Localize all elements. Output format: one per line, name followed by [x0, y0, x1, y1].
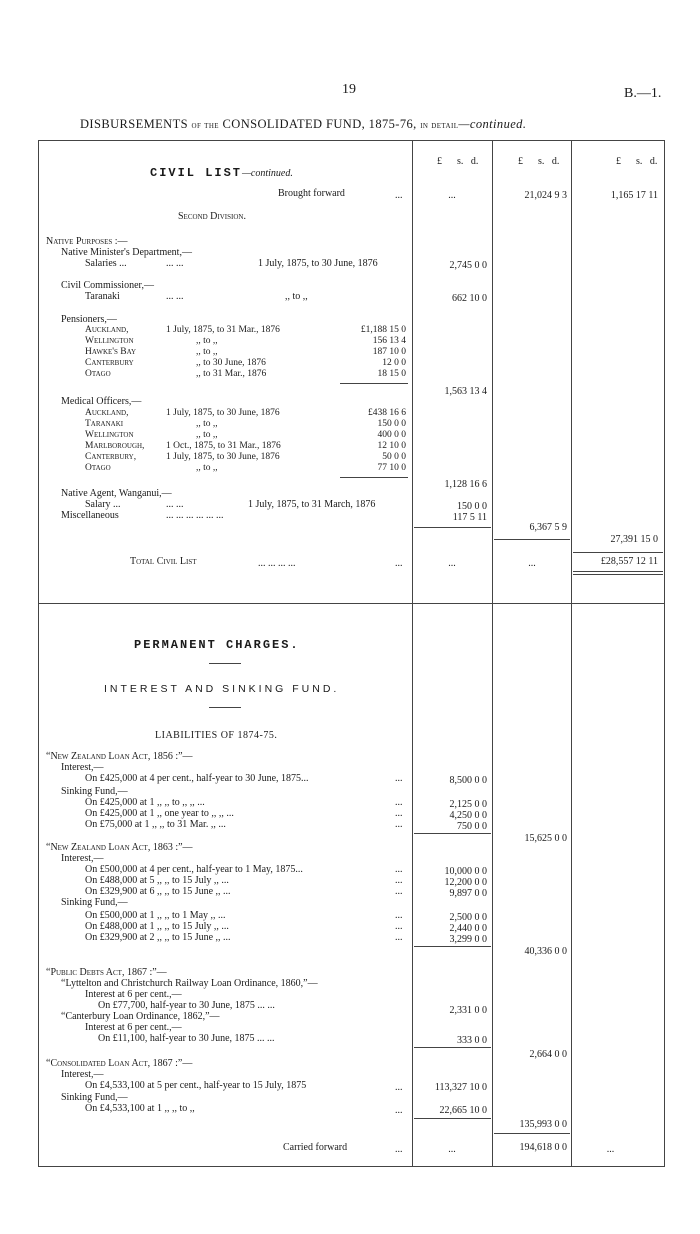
medical-name: Taranaki: [85, 419, 124, 429]
liabilities-heading: LIABILITIES OF 1874-75.: [155, 730, 278, 741]
medical-officers-total: 1,128 16 6: [444, 479, 487, 490]
pension-period: ,, to 30 June, 1876: [196, 358, 266, 368]
nz1863-sinking-amount: 2,500 0 0: [449, 912, 487, 923]
heading-rule: [209, 707, 241, 708]
consolidated-interest-line: On £4,533,100 at 5 per cent., half-year to 15 July, 1875: [85, 1080, 307, 1091]
carried-forward-col1: ...: [448, 1144, 456, 1155]
pension-name: Otago: [85, 369, 111, 379]
medical-name: Marlborough,: [85, 441, 145, 451]
taranaki-period: ,, to ,,: [285, 291, 308, 302]
lyttelton-ordinance-label: “Lyttelton and Christchurch Railway Loan Ordinance, 1860,”—: [61, 978, 318, 989]
leader-dots: ...: [395, 1144, 403, 1155]
salaries-label: Salaries ...: [85, 258, 127, 269]
leader-dots: ...: [395, 875, 403, 886]
carried-forward-col3: ...: [606, 1144, 615, 1155]
medical-period: 1 Oct., 1875, to 31 Mar., 1876: [166, 441, 281, 451]
native-agent-label: Native Agent, Wanganui,—: [61, 488, 172, 499]
medical-name: Auckland,: [85, 408, 129, 418]
subtotal-rule: [340, 477, 408, 478]
leader-dots: ... ... ... ...: [258, 558, 296, 569]
pension-name: Auckland,: [85, 325, 129, 335]
table-left-rule: [38, 140, 39, 1167]
leader-dots: ... ...: [166, 291, 184, 302]
nz-loan-1856-heading: “New Zealand Loan Act, 1856 :”—: [46, 751, 193, 762]
medical-amount: £438 16 6: [368, 408, 406, 418]
brought-forward-col1: ...: [448, 190, 456, 201]
medical-name: Canterbury,: [85, 452, 137, 462]
civil-commissioner-label: Civil Commissioner,—: [61, 280, 154, 291]
salaries-amount: 2,745 0 0: [449, 260, 487, 271]
total-double-rule: [573, 571, 663, 572]
leader-dots: ...: [395, 819, 403, 830]
leader-dots: ... ...: [166, 258, 184, 269]
salaries-period: 1 July, 1875, to 30 June, 1876: [258, 258, 378, 269]
heading-rule: [209, 663, 241, 664]
medical-name: Otago: [85, 463, 111, 473]
medical-period: ,, to ,,: [196, 430, 218, 440]
medical-name: Wellington: [85, 430, 134, 440]
leader-dots: ...: [395, 190, 403, 201]
nz1863-sinking-amount: 3,299 0 0: [449, 934, 487, 945]
subtotal-rule: [414, 527, 491, 528]
public-debts-heading: “Public Debts Act, 1867 :”—: [46, 967, 167, 978]
pension-amount: 187 10 0: [372, 347, 406, 357]
leader-dots: ...: [395, 1105, 403, 1116]
sinking-fund-label: Sinking Fund,—: [61, 1092, 128, 1103]
subtotal-rule: [494, 1133, 570, 1134]
civil-subtotal-col2: 6,367 5 9: [529, 522, 567, 533]
pension-period: ,, to 31 Mar., 1876: [196, 369, 267, 379]
carried-forward-col2: 194,618 0 0: [519, 1142, 567, 1153]
salary-label: Salary ...: [85, 499, 121, 510]
col3-header: £ s. d.: [616, 156, 658, 167]
nz1856-sinking-amount: 750 0 0: [457, 821, 487, 832]
nz1856-interest-line: On £425,000 at 4 per cent., half-year to 30 June, 1875...: [85, 773, 309, 784]
nz1856-sinking-amount: 4,250 0 0: [449, 810, 487, 821]
document-reference: B.—1.: [624, 86, 662, 101]
subtotal-rule: [494, 539, 570, 540]
subtotal-rule: [414, 1118, 491, 1119]
pension-amount: 18 15 0: [377, 369, 406, 379]
medical-amount: 150 0 0: [377, 419, 406, 429]
brought-forward-col3: 1,165 17 11: [610, 190, 658, 201]
canterbury-ordinance-label: “Canterbury Loan Ordinance, 1862,”—: [61, 1011, 220, 1022]
leader-dots: ...: [395, 886, 403, 897]
nz1856-sinking-line: On £425,000 at 1 ,, one year to ,, ,, ...: [85, 808, 234, 819]
pension-amount: £1,188 15 0: [360, 325, 406, 335]
pension-name: Wellington: [85, 336, 134, 346]
column-rule-1: [412, 140, 413, 1167]
canterbury-amount: 333 0 0: [457, 1035, 487, 1046]
interest-label: Interest,—: [61, 853, 104, 864]
sinking-fund-label: Sinking Fund,—: [61, 786, 128, 797]
medical-amount: 400 0 0: [377, 430, 406, 440]
leader-dots: ...: [395, 797, 403, 808]
consolidated-total: 135,993 0 0: [519, 1119, 567, 1130]
taranaki-label: Taranaki: [85, 291, 120, 302]
miscellaneous-amount: 117 5 11: [452, 512, 487, 523]
taranaki-amount: 662 10 0: [452, 293, 487, 304]
nz1863-interest-line: On £329,900 at 6 ,, ,, to 15 June ,, ...: [85, 886, 231, 897]
nz1863-sinking-line: On £329,900 at 2 ,, ,, to 15 June ,, ...: [85, 932, 231, 943]
lyttelton-interest-line: On £77,700, half-year to 30 June, 1875 ... ...: [98, 1000, 275, 1011]
consolidated-sinking-line: On £4,533,100 at 1 ,, ,, to ,,: [85, 1103, 195, 1114]
subtotal-rule: [340, 383, 408, 384]
leader-dots: ...: [395, 910, 403, 921]
col2-header: £ s. d.: [518, 156, 560, 167]
civil-subtotal-col3: 27,391 15 0: [610, 534, 658, 545]
subtotal-rule: [414, 946, 491, 947]
nz1856-interest-amount: 8,500 0 0: [449, 775, 487, 786]
nz1856-total: 15,625 0 0: [524, 833, 567, 844]
subtotal-rule: [573, 552, 663, 553]
nz1856-sinking-amount: 2,125 0 0: [449, 799, 487, 810]
total-civil-col1: ...: [448, 558, 456, 569]
pension-amount: 156 13 4: [372, 336, 406, 346]
col1-header: £ s. d.: [437, 156, 479, 167]
lyttelton-amount: 2,331 0 0: [449, 1005, 487, 1016]
nz1856-sinking-line: On £425,000 at 1 ,, ,, to ,, ,, ...: [85, 797, 205, 808]
nz1863-interest-amount: 9,897 0 0: [449, 888, 487, 899]
pensioners-label: Pensioners,—: [61, 314, 117, 325]
table-right-rule: [664, 140, 665, 1167]
leader-dots: ...: [395, 558, 403, 569]
second-division-heading: Second Division.: [178, 211, 246, 222]
consolidated-sinking-amount: 22,665 10 0: [439, 1105, 487, 1116]
leader-dots: ... ...: [166, 499, 184, 510]
pension-amount: 12 0 0: [382, 358, 406, 368]
total-double-rule: [573, 574, 663, 575]
total-civil-col3: £28,557 12 11: [600, 556, 658, 567]
subtotal-rule: [414, 1047, 491, 1048]
leader-dots: ...: [395, 932, 403, 943]
native-purposes-heading: Native Purposes :—: [46, 236, 128, 247]
consolidated-interest-amount: 113,327 10 0: [434, 1082, 487, 1093]
column-rule-3: [571, 140, 572, 1167]
medical-period: ,, to ,,: [196, 463, 218, 473]
medical-amount: 12 10 0: [377, 441, 406, 451]
nz1863-sinking-line: On £488,000 at 1 ,, ,, to 15 July ,, ...: [85, 921, 229, 932]
nz1863-sinking-amount: 2,440 0 0: [449, 923, 487, 934]
interest-rate-label: Interest at 6 per cent.,—: [85, 1022, 182, 1033]
leader-dots: ...: [395, 921, 403, 932]
medical-officers-label: Medical Officers,—: [61, 396, 142, 407]
salary-period: 1 July, 1875, to 31 March, 1876: [248, 499, 376, 510]
permanent-charges-heading: PERMANENT CHARGES.: [134, 638, 300, 652]
interest-rate-label: Interest at 6 per cent.,—: [85, 989, 182, 1000]
pension-name: Hawke's Bay: [85, 347, 137, 357]
civil-list-heading: CIVIL LIST—continued.: [150, 166, 293, 180]
table-bottom-rule: [38, 1166, 664, 1167]
consolidated-loan-heading: “Consolidated Loan Act, 1867 :”—: [46, 1058, 193, 1069]
medical-period: 1 July, 1875, to 30 June, 1876: [166, 452, 280, 462]
sinking-fund-label: Sinking Fund,—: [61, 897, 128, 908]
page-title: DISBURSEMENTS of the CONSOLIDATED FUND, 1875-76, in detail—continued.: [80, 117, 527, 131]
medical-amount: 50 0 0: [382, 452, 406, 462]
interest-sinking-heading: INTEREST AND SINKING FUND.: [104, 683, 340, 695]
page-number: 19: [342, 82, 356, 97]
medical-period: 1 July, 1875, to 30 June, 1876: [166, 408, 280, 418]
pension-period: ,, to ,,: [196, 347, 218, 357]
brought-forward-col2: 21,024 9 3: [524, 190, 567, 201]
miscellaneous-label: Miscellaneous: [61, 510, 119, 521]
leader-dots: ...: [395, 773, 403, 784]
nz1856-sinking-line: On £75,000 at 1 ,, ,, to 31 Mar. ,, ...: [85, 819, 226, 830]
carried-forward-label: Carried forward: [283, 1142, 348, 1153]
medical-amount: 77 10 0: [377, 463, 406, 473]
section-divider: [38, 603, 664, 604]
nz1863-interest-line: On £500,000 at 4 per cent., half-year to 1 May, 1875...: [85, 864, 303, 875]
leader-dots: ... ... ... ... ... ...: [166, 510, 224, 521]
medical-period: ,, to ,,: [196, 419, 218, 429]
total-civil-col2: ...: [528, 558, 536, 569]
brought-forward-label: Brought forward: [278, 188, 345, 199]
nz1863-sinking-line: On £500,000 at 1 ,, ,, to 1 May ,, ...: [85, 910, 226, 921]
subtotal-rule: [414, 833, 491, 834]
public-debts-total: 2,664 0 0: [529, 1049, 567, 1060]
nz1863-interest-line: On £488,000 at 5 ,, ,, to 15 July ,, ...: [85, 875, 229, 886]
total-civil-list-label: Total Civil List: [130, 556, 197, 567]
leader-dots: ...: [395, 1082, 403, 1093]
interest-label: Interest,—: [61, 762, 104, 773]
pension-name: Canterbury: [85, 358, 134, 368]
pension-period: 1 July, 1875, to 31 Mar., 1876: [166, 325, 280, 335]
nz-loan-1863-heading: “New Zealand Loan Act, 1863 :”—: [46, 842, 193, 853]
pension-period: ,, to ,,: [196, 336, 218, 346]
column-rule-2: [492, 140, 493, 1167]
pensioners-total: 1,563 13 4: [444, 386, 487, 397]
leader-dots: ...: [395, 864, 403, 875]
salary-amount: 150 0 0: [457, 501, 487, 512]
nz1863-interest-amount: 12,200 0 0: [444, 877, 487, 888]
native-minister-label: Native Minister's Department,—: [61, 247, 192, 258]
nz1863-total: 40,336 0 0: [524, 946, 567, 957]
nz1863-interest-amount: 10,000 0 0: [444, 866, 487, 877]
canterbury-interest-line: On £11,100, half-year to 30 June, 1875 ... ...: [98, 1033, 275, 1044]
leader-dots: ...: [395, 808, 403, 819]
interest-label: Interest,—: [61, 1069, 104, 1080]
